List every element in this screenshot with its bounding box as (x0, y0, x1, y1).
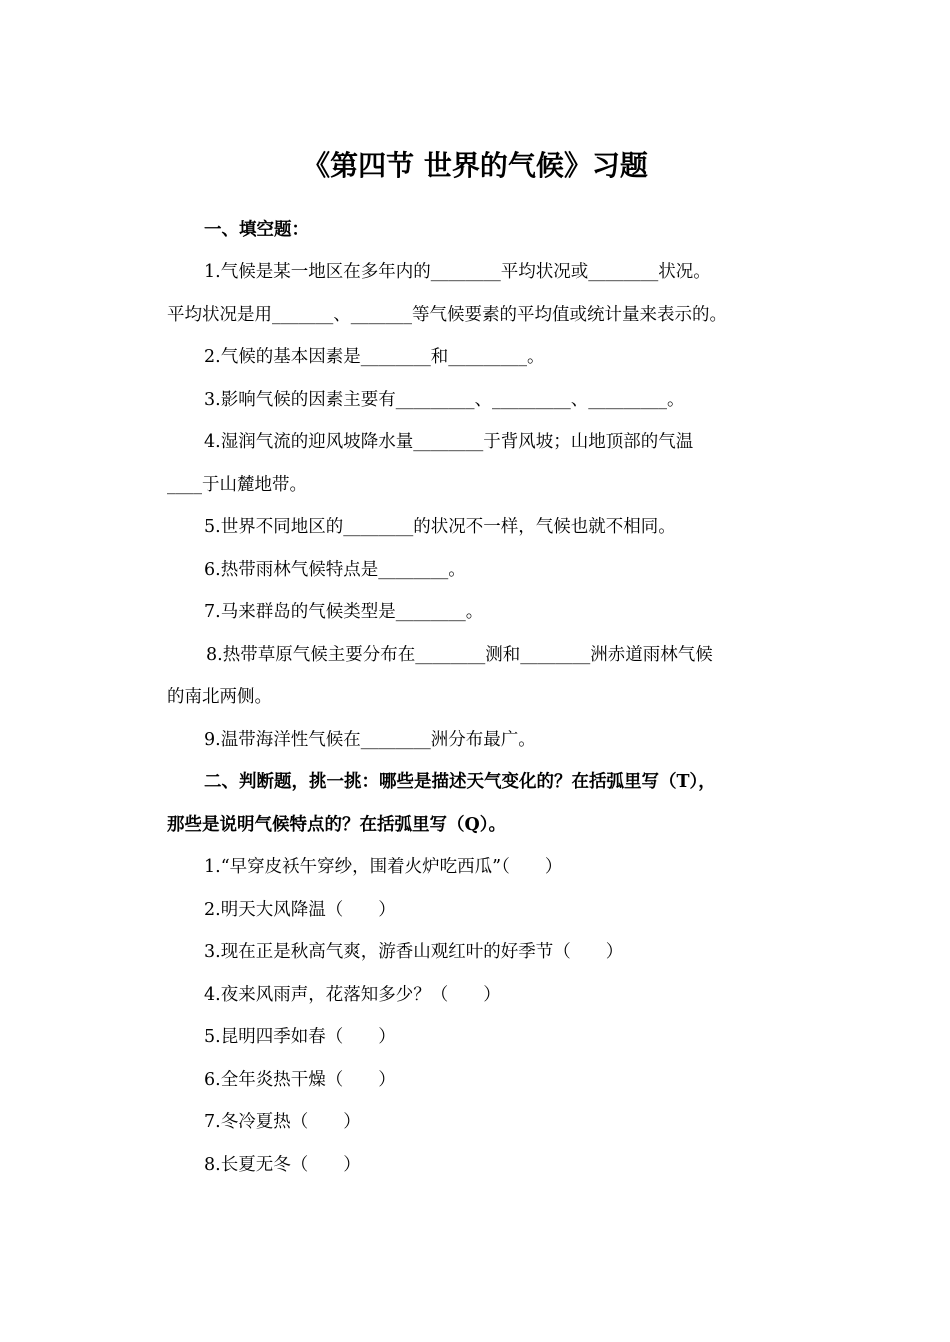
fill-blank-line-8-cont: 的南北两侧。 (167, 687, 272, 707)
document-title: 《第四节 世界的气候》习题 (302, 149, 648, 182)
fill-blank-line-2: 2.气候的基本因素是________和_________。 (204, 347, 545, 367)
judge-item-5: 5.昆明四季如春（ ） (204, 1027, 396, 1047)
judge-item-7: 7.冬冷夏热（ ） (204, 1112, 361, 1132)
section-2-heading-line-2: 那些是说明气候特点的？在括弧里写（Q）。 (167, 815, 506, 835)
judge-item-4: 4.夜来风雨声，花落知多少？（ ） (204, 985, 501, 1005)
fill-blank-line-5: 5.世界不同地区的________的状况不一样，气候也就不相同。 (204, 517, 676, 537)
fill-blank-line-8: 8.热带草原气候主要分布在________测和________洲赤道雨林气候 (206, 645, 713, 665)
judge-item-6: 6.全年炎热干燥（ ） (204, 1070, 396, 1090)
fill-blank-line-9: 9.温带海洋性气候在________洲分布最广。 (204, 730, 536, 750)
fill-blank-line-4-cont: ____于山麓地带。 (167, 475, 307, 495)
judge-item-2: 2.明天大风降温（ ） (204, 900, 396, 920)
section-2-heading-line-1: 二、判断题，挑一挑：哪些是描述天气变化的？在括弧里写（T）， (204, 772, 716, 792)
fill-blank-line-7: 7.马来群岛的气候类型是________。 (204, 602, 484, 622)
judge-item-8: 8.长夏无冬（ ） (204, 1155, 361, 1175)
fill-blank-line-1: 1.气候是某一地区在多年内的________平均状况或________状况。 (204, 262, 711, 282)
fill-blank-line-4: 4.湿润气流的迎风坡降水量________于背风坡；山地顶部的气温 (204, 432, 694, 452)
fill-blank-line-1-cont: 平均状况是用_______、_______等气候要素的平均值或统计量来表示的。 (167, 305, 727, 325)
section-1-heading: 一、填空题： (204, 220, 309, 240)
judge-item-3: 3.现在正是秋高气爽，游香山观红叶的好季节（ ） (204, 942, 624, 962)
fill-blank-line-3: 3.影响气候的因素主要有_________、_________、_________。 (204, 390, 685, 410)
judge-item-1: 1.“早穿皮袄午穿纱，围着火炉吃西瓜”（ ） (204, 857, 563, 877)
fill-blank-line-6: 6.热带雨林气候特点是________。 (204, 560, 466, 580)
